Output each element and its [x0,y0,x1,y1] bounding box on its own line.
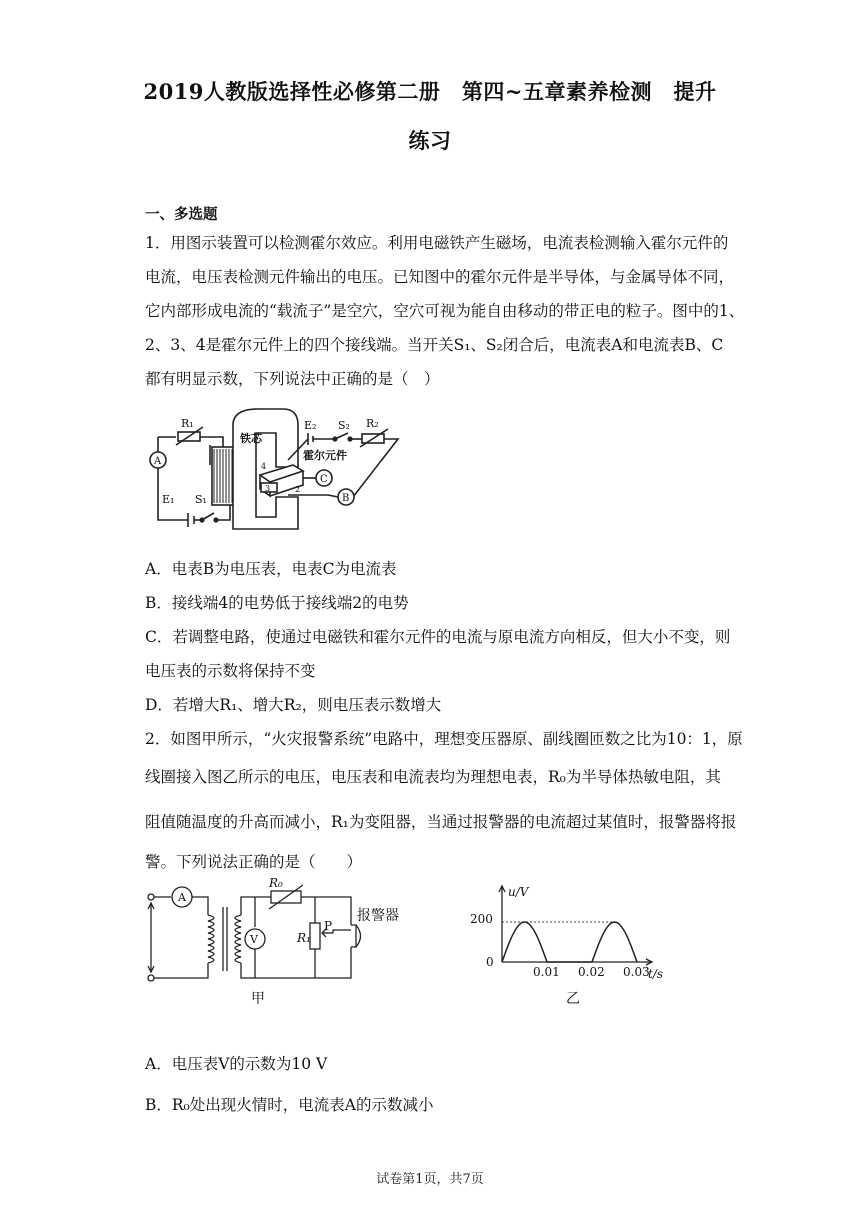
q1-option-d: D．若增大R₁、增大R₂，则电压表示数增大 [145,696,442,714]
voltmeter-v-label: V [250,933,258,946]
q2-option-b: B．R₀处出现火情时，电流表A的示数减小 [145,1096,434,1114]
meter-a-label: A [154,456,162,467]
q1-option-b: B．接线端4的电势低于接线端2的电势 [145,594,409,612]
voltage-waveform-chart [462,880,682,1015]
s2-label: S₂ [338,419,350,432]
e1-label: E₁ [162,493,175,506]
core-label: 铁芯 [240,432,262,445]
alarm-label: 报警器 [357,908,399,924]
section-heading: 一、多选题 [145,206,218,223]
figure-jia-caption: 甲 [251,991,265,1007]
y-tick-peak: 200 [470,912,493,926]
page-title: 2019人教版选择性必修第二册 第四~五章素养检测 提升 [143,79,717,104]
q1-line: 1．用图示装置可以检测霍尔效应。利用电磁铁产生磁场，电流表检测输入霍尔元件的 [145,234,729,252]
q1-line: 它内部形成电流的“载流子”是空穴，空穴可视为能自由移动的带正电的粒子。图中的1、 [145,302,745,320]
q2-line: 警。下列说法正确的是（ ） [145,853,363,871]
x-tick-label: 0.01 [533,965,560,979]
r2-label: R₂ [366,417,379,430]
e2-label: E₂ [304,419,317,432]
voltage-series-line [502,922,637,962]
r1-label: R₁ [297,931,311,945]
page-footer: 试卷第1页，共7页 [376,1172,484,1187]
ammeter-a-label: A [178,891,186,904]
q2-line: 2．如图甲所示，“火灾报警系统”电路中，理想变压器原、副线圈匝数之比为10：1，原 [145,730,743,748]
page-title-cont: 练习 [408,128,452,153]
q1-line: 2、3、4是霍尔元件上的四个接线端。当开关S₁、S₂闭合后，电流表A和电流表B、C [145,336,724,354]
q2-line: 阻值随温度的升高而减小，R₁为变阻器，当通过报警器的电流超过某值时，报警器将报 [145,813,737,831]
q1-option-a: A．电表B为电压表，电表C为电流表 [145,560,397,578]
origin-label: 0 [486,955,494,969]
q2-option-a: A．电压表V的示数为10 V [145,1055,328,1073]
x-tick-label: 0.02 [578,965,605,979]
hall-effect-figure [148,405,408,535]
fire-alarm-circuit-figure [143,875,423,1010]
x-tick-label: 0.03 [623,965,650,979]
y-axis-label: u/V [508,885,529,899]
q2-line: 线圈接入图乙所示的电压，电压表和电流表均为理想电表，R₀为半导体热敏电阻，其 [145,768,721,786]
q1-option-c: C．若调整电路，使通过电磁铁和霍尔元件的电流与原电流方向相反，但大小不变，则 [145,628,731,646]
slider-p-label: P [324,919,333,933]
terminal-2-label: 2 [295,485,301,494]
hall-label: 霍尔元件 [303,449,347,462]
q1-line: 电流，电压表检测元件输出的电压。已知图中的霍尔元件是半导体，与金属导体不同， [145,268,735,286]
s1-label: S₁ [195,493,207,506]
terminal-3-label: 3 [265,484,271,493]
terminal-4-label: 4 [261,462,267,471]
meter-b-label: B [342,493,350,504]
q1-option-c-cont: 电压表的示数将保持不变 [145,662,316,680]
meter-c-label: C [320,474,328,485]
q1-line: 都有明显示数，下列说法中正确的是（ ） [145,370,440,388]
r0-label: R₀ [269,876,283,890]
figure-yi-caption: 乙 [566,991,580,1007]
r1-label: R₁ [181,417,194,430]
x-axis-label: t/s [648,967,664,981]
